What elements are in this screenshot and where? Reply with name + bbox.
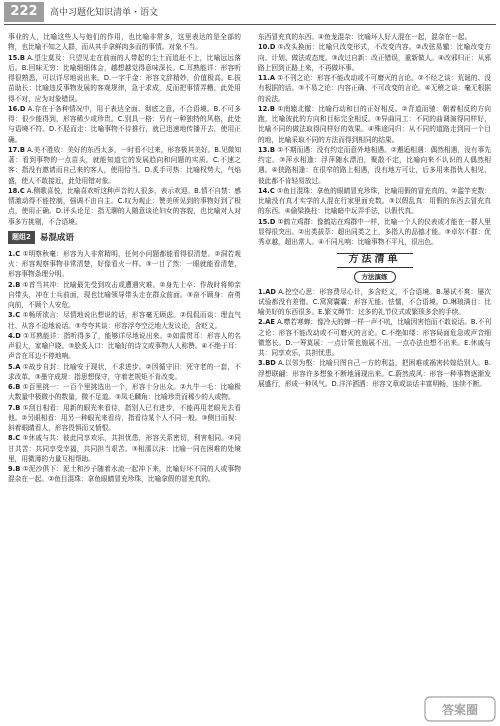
answer-paragraph xyxy=(258,145,491,186)
answer-text: 事业的人，比喻这些人与他们的作用，也比喻非常多，这里表达的是全部的物，也比喻不知之人群，而从其手拿鲜肉多而的事情。对象不当。 xyxy=(8,33,241,52)
answer-text: ①耳熟能详：指听得多了，能够详尽地说出来。②如雷贯耳：形容人的名声很大，家喻户晓。③脍炙人口：比喻好的诗文或事物人人称赞。④不绝于耳：声音在耳边不停地响。 xyxy=(8,331,241,361)
answer-text: ①泥沙俱下：泥土和沙子随着水流一起冲下来，比喻好坏不同的人或事物混杂在一起。②鱼目混珠：拿鱼眼睛冒充珍珠，比喻拿假的冒充真的。 xyxy=(8,465,241,484)
method-subtitle-text: 方法演练 xyxy=(354,271,396,283)
answer-paragraph xyxy=(258,358,491,389)
answer-paragraph xyxy=(258,73,491,104)
answer-text: A.挖空心思：形容费尽心计，多含贬义，不合语境。B.屡试不爽：屡次试验都没有差错。C.窝窝囊囊：形容无能、怯懦，不合语境。D.琳琅满目：比喻美好的东西很多。E.繁文缛节：过多的礼节仪式或繁琐多余的手续。 xyxy=(258,287,491,316)
answer-paragraph xyxy=(8,280,241,311)
answer-text: ①鱼目混珠：拿鱼的眼睛冒充珍珠，比喻用假的冒充真的。②滥竽充数：比喻没有真才实学的人混在行家里面充数。③以假乱真：用假的东西去冒充真的东西。④偷梁换柱：比喻暗中玩弄手法，以假代真。 xyxy=(258,186,491,216)
answer-text: ①畅所欲言：尽情地说出想说的话，形容毫无顾虑。②侃侃而谈：理直气壮、从容不迫地说话。③夸夸其谈：形容浮夸空泛地大发议论，含贬义。 xyxy=(8,311,241,330)
method-title-text: 方法清单 xyxy=(337,253,413,267)
answer-paragraph xyxy=(258,42,491,73)
watermark-text: 答案圈 xyxy=(441,703,479,717)
answer-text: A.以邻为壑：比喻只图自己一方的利益，把困难或祸害转嫁给别人。B.浮想联翩：形容许多想象不断地涌现出来。C.蔚然成风：形容一种事物逐渐发展盛行，形成一种风气。D.洋洋洒洒：形容文章或谈话丰富明畅，连续不断。 xyxy=(258,359,491,388)
question-number: 2.AE xyxy=(258,318,275,327)
question-number: 15.D xyxy=(258,217,276,226)
answer-paragraph xyxy=(8,104,241,145)
question-number: 11.A xyxy=(258,74,276,82)
question-number: 9.B xyxy=(8,465,21,473)
question-number: 10.D xyxy=(258,43,276,52)
answer-text: ①南辕北辙：比喻行动和目的正好相反。②背道而驰：朝着相反的方向跑，比喻彼此的方向和目标完全相反。③异曲同工：不同的曲调演得同样好，比喻不同的做法取得同样好的效果。④殊途同归：从不同的道路走到同一个目的地，比喻采取不同的方法而得到相同的结果。 xyxy=(258,104,491,144)
answer-text: ①休戚与共：彼此同享欢乐，共担忧患，形容关系密切，利害相同。②同甘共苦：共同享受幸福，共同担当艰苦。③相濡以沫：比喻一同在困难的处境里，用微薄的力量互相帮助。 xyxy=(8,434,241,463)
answer-paragraph xyxy=(8,32,241,53)
question-number: 1.AD xyxy=(258,287,276,296)
section-tag: 题组2 xyxy=(8,231,35,244)
method-subtitle xyxy=(258,271,491,283)
question-number: 7.B xyxy=(8,403,21,412)
question-number: 6.B xyxy=(8,383,21,391)
answer-paragraph xyxy=(258,32,491,42)
answer-paragraph xyxy=(8,53,241,104)
question-number: 4.D xyxy=(8,331,21,340)
question-number: 13.B xyxy=(258,145,275,154)
answer-paragraph xyxy=(8,331,241,362)
answer-text: ①明察秋毫：形容为人非常精明，任何小问题都能看得很清楚。②洞若观火：形容观察事物非常清楚，好像看火一样。③一目了然：一眼就能看清楚，形容事物条理分明。 xyxy=(8,249,241,279)
answer-text: ①鹤立鸡群：像鹤站在鸡群中一样，比喻一个人的仪表或才能在一群人里显得很突出。②出类拔萃：超出同类之上，多指人的品德才能。③卓尔不群：优秀卓越，超出常人。④不同凡响：比喻事物不平凡，很出色。 xyxy=(258,217,491,246)
answer-paragraph xyxy=(8,310,241,331)
answer-paragraph xyxy=(8,362,241,383)
answer-text: ①故步自封：比喻安于现状，不求进步。②因循守旧：死守老的一套，不求改革。③墨守成规：指思想保守，守着老规矩不肯改变。 xyxy=(8,362,241,381)
question-number: 17.B xyxy=(8,145,25,154)
page-header xyxy=(0,0,500,27)
watermark-logo xyxy=(424,694,496,724)
answer-paragraph xyxy=(258,186,491,217)
left-column xyxy=(8,32,241,722)
answer-text: A.存在于各种情况中，用于表达全面、彻底之意，不合语境。B.不可多得：很少能得到，形容稀少或珍贵。C.别具一格：另有一种独特的风格，此处与语境不符。D.不胫而走：比喻事物不待推行，就已迅速地传播开去，使用正确。 xyxy=(8,104,241,144)
answer-text: A.美不胜收：美好的东西太多，一时看不过来，形容极其美好。B.见微知著：看到事物的一点苗头，就能知道它的发展趋向和问题的实质。C.不速之客：指没有邀请而自己来的客人，使用恰当。D.炙手可热：比喻权势大，气焰盛，使人不敢接近，此处用错对象。 xyxy=(8,145,241,185)
page-number: 222 xyxy=(4,2,44,22)
answer-text: ①百里挑一：一百个里挑选出一个，形容十分出众。②九牛一毛：比喻极大数量中极微小的数量，微不足道。③凤毛麟角：比喻珍贵而稀少的人或物。 xyxy=(8,383,241,402)
answer-text: A.望尘莫及：只望见走在前面的人带起的尘土而追赶不上，比喻远远落后。B.回味无穷：比喻细细体会，越想越觉得意味深长。C.耳熟能详：形容听得很熟悉，可以详尽地说出来。D.一字千金：形容文辞精妙，价值极高。E.拔苗助长：比喻违反事物发展的客观规律，急于求成，反而把事情弄糟，此处用得不对，应为对象错误。 xyxy=(8,53,241,103)
question-number: 3.BD xyxy=(258,359,276,368)
answer-text: A.侧歌喜悦，比喻喜欢听这种声音的人很多，表示欢迎。B.情不自禁：感情激动得不能控制，强调不由自主。C.叹为观止：赞美所见到的事物好到了极点，使用正确。D.评头论足：指无聊的人随意谈论妇女的容貌，也比喻对人对事多方挑剔，不合语境。 xyxy=(8,186,241,226)
running-title: 高中习题化知识清单・语文 xyxy=(50,8,159,18)
answer-text: ①不刊之论：形容不能改动或不可磨灭的言论。②不经之谈：荒诞的、没有根据的话。③不易之论：内容正确、不可改变的言论。④无稽之谈：毫无根据的说法。 xyxy=(258,74,491,103)
answer-paragraph xyxy=(258,104,491,145)
answer-paragraph xyxy=(8,433,241,464)
answer-paragraph xyxy=(258,287,491,318)
section-heading xyxy=(8,231,241,245)
question-number: 18.C xyxy=(8,186,25,195)
answer-paragraph xyxy=(8,186,241,227)
question-number: 12.B xyxy=(258,104,275,113)
question-number: 3.C xyxy=(8,311,21,320)
right-column xyxy=(258,32,491,722)
question-number: 14.C xyxy=(258,186,275,195)
question-number: 2.B xyxy=(8,280,21,289)
answer-paragraph xyxy=(8,464,241,485)
question-number: 5.A xyxy=(8,362,21,371)
header-rule xyxy=(4,24,496,25)
question-number: 15.B xyxy=(8,53,25,62)
answer-paragraph xyxy=(258,217,491,248)
answer-paragraph xyxy=(8,145,241,186)
question-number: 1.C xyxy=(8,249,21,258)
answer-paragraph xyxy=(8,382,241,403)
question-number: 16.D xyxy=(8,104,26,113)
answer-text: ①改头换面：比喻只改变形式，不改变内容。②改弦易辙：比喻改变方向、计划、做法或态度。③改过自新：改正错误，重新做人。④改邪归正：从邪路上回到正路上来，不再做坏事。 xyxy=(258,43,491,72)
answer-paragraph xyxy=(258,317,491,358)
answer-paragraph xyxy=(8,403,241,434)
question-number: 8.C xyxy=(8,434,21,443)
section-title: 易混成语 xyxy=(39,232,74,243)
answer-text: ①不期而遇：没有约定而意外地相遇。②邂逅相遇：偶然相遇，没有事先约定。③萍水相逢：浮萍随水漂泊，聚散不定，比喻向来不认识的人偶然相遇。④狭路相逢：在很窄的路上相遇，没有地方可让，后多用来指仇人相见，彼此都不肯轻易放过。 xyxy=(258,145,491,185)
answer-paragraph xyxy=(8,249,241,280)
answer-text: A.噤若寒蝉：像冷天的蝉一样一声不吭，比喻因害怕而不敢说话。B.不刊之论：形容不能改动或不可磨灭的言论。C.不绝如缕：形容局面危急或声音细微悠长。D.一筹莫展：一点计策也施展不出，一点办法也想不出来。E.休戚与共：同享欢乐，共担忧患。 xyxy=(258,318,491,357)
answer-text: ①刮目相看：用新的眼光来看待，指别人已有进步，不能再用老眼光去看他。②另眼相看：用另一种眼光来看待，指看待某个人不同一般。③侧目而视：斜着眼睛看人，形容畏惧而又愤恨。 xyxy=(8,403,241,432)
answer-text: 东西冒充真的东西。④鱼龙混杂：比喻坏人好人混在一起，混杂在一起。 xyxy=(258,33,472,41)
method-section-title xyxy=(258,253,491,267)
answer-text: ①首当其冲：比喻最先受到攻击或遭遇灾难。②身先士卒：作战时将帅亲自带头，冲在士兵前面，现也比喻领导带头走在群众前面。③奋不顾身：奋勇向前，不顾个人安危。 xyxy=(8,280,241,309)
